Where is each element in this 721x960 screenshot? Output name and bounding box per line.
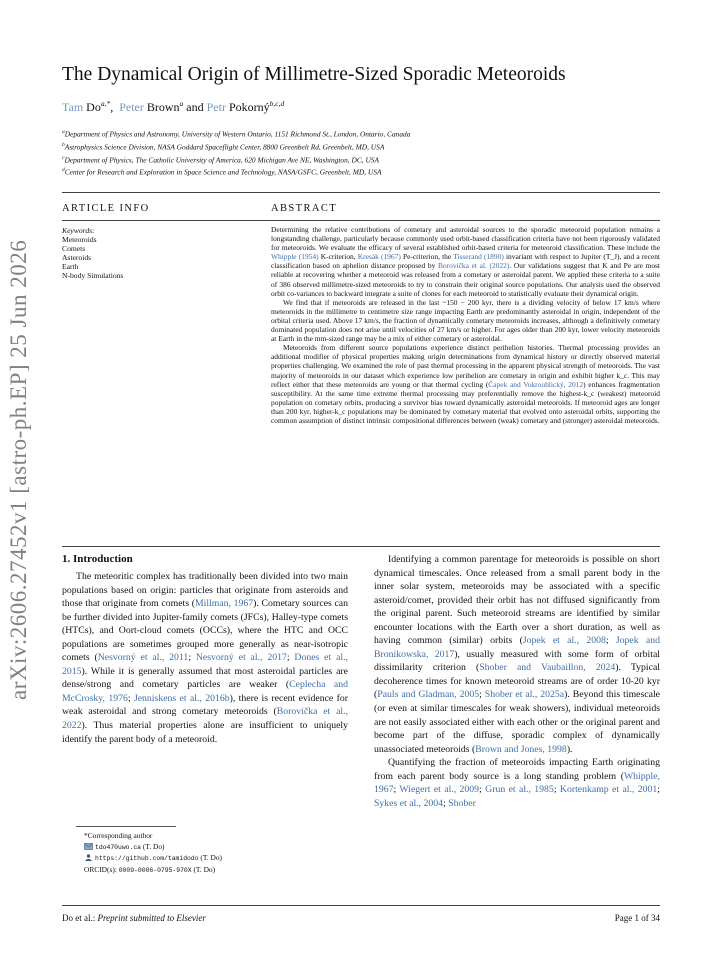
citation-link[interactable]: Kresák (1967): [357, 252, 401, 262]
page-number: Page 1 of 34: [614, 913, 660, 923]
arxiv-stamp: arXiv:2606.27452v1 [astro-ph.EP] 25 Jun 2026: [6, 239, 31, 700]
keyword-item: N-body Simulations: [62, 271, 124, 281]
citation-link[interactable]: Borovička et al. (2022): [437, 261, 510, 271]
section-heading-introduction: 1. Introduction: [62, 553, 133, 565]
body-paragraph: Quantifying the fraction of meteoroids impacting Earth originating from each parent body source is a long standing problem (Whipple, 1967; Wiegert et al., 2009; Grun et al., 1985; Kortenkamp et al., 2001; Sykes et al., 2004; Shober: [374, 757, 660, 809]
citation-link[interactable]: Whipple (1954): [271, 252, 319, 262]
citation-link[interactable]: Shober: [448, 797, 476, 809]
intro-right-column: [374, 553, 660, 810]
keywords-block: Keywords: Meteoroids Comets Asteroids Earth N-body Simulations: [62, 226, 124, 281]
intro-left-column: [62, 553, 348, 746]
abstract-paragraph: Meteoroids from different source populations experience distinct perihelion histories. Thermal processing provides an additional modifier of physical properties making origin determinations from dynamical history or directly observed material properties challenging. We examined the role of past thermal processing in the apparent physical strength of meteoroids. The vast majority of meteoroids in our dataset which experience low perihelion are cometary in origin and exhibit higher k_c. This may reflect either that these meteoroids are young or that thermal cycling (Čapek and Vokrouhlický, 2012) enhances fragmentation susceptibility. At the same time extreme thermal processing may preferentially remove the highest-k_c (weakest) meteoroid population on cometary orbits, producing a survivor bias toward dynamically asteroidal meteoroids. If meteoroid ages are longer than 200 kyr, higher-k_c populations may be dominated by cometary material that evolved onto asteroidal orbits, supporting the common assumption of distinct intrinsic compositional differences between (weak) cometary and (stronger) asteroidal meteoroids.: [271, 343, 660, 425]
footnote-divider: [76, 826, 176, 827]
keyword-item: Earth: [62, 262, 79, 272]
abstract-body: [271, 225, 660, 425]
citation-link[interactable]: Jopek et al., 2008: [522, 635, 606, 647]
section-divider: [62, 220, 660, 221]
affiliation-c: $^c$Department of Physics, The Catholic University of America, 620 Michigan Ave NE, Washington, DC, USA: [62, 154, 380, 164]
footer-citation: Do et al.: Preprint submitted to Elsevier: [62, 913, 206, 923]
url-line[interactable]: https://github.com/tamidodo (T. Do): [84, 853, 222, 865]
citation-link[interactable]: Dones et al., 2015: [62, 652, 348, 677]
author-list: Tam $Do^{a,*}$, Peter Brown$^a$ and Petr Pokorný$^{b,c,d}$: [62, 99, 285, 114]
citation-link[interactable]: Jenniskens et al., 2016b: [133, 692, 230, 704]
abstract-end-divider: [62, 546, 660, 547]
citation-link[interactable]: Kortenkamp et al., 2001: [559, 784, 658, 796]
citation-link[interactable]: Tisserand (1890): [453, 252, 504, 262]
citation-link[interactable]: Ceplecha and McCrosky, 1976: [62, 679, 349, 704]
envelope-icon: [84, 843, 93, 850]
author-0[interactable]: Tam $Do^{a,*}$: [62, 99, 111, 114]
author-2[interactable]: Petr Pokorný$^{b,c,d}$: [206, 99, 285, 114]
header-divider: [62, 192, 660, 193]
email-line[interactable]: tdo470uwo.ca (T. Do): [84, 842, 222, 854]
abstract-paragraph: We find that if meteoroids are released in the last ~150 − 200 kyr, there is a dividing velocity of below 17 km/s where meteoroids in the millimetre to centimetre size range impacting Earth are predominantly asteroidal in origin, independent of the orbital criteria used. Above 17 km/s, the fraction of dynamically cometary meteoroids increases, although a definitively cometary dominated population does not arise until velocities of 27 km/s or higher. For ages older than 200 kyr, lower velocity meteoroids at Earth in the mm-sized range may be a mix of either cometary or asteroidal.: [271, 297, 660, 344]
citation-link[interactable]: Nesvorný et al., 2011: [97, 652, 189, 664]
citation-link[interactable]: Grun et al., 1985: [485, 784, 554, 796]
keyword-item: Comets: [62, 244, 86, 254]
paper-title: The Dynamical Origin of Millimetre-Sized Sporadic Meteoroids: [62, 64, 566, 85]
body-paragraph: The meteoritic complex has traditionally been divided into two main populations based on origin: particles that originate from asteroids and those that originate from comets (Millman, 1967). Cometary sources can be further divided into Jupiter-family comets (JFCs), Halley-type comets (HTCs), and Oort-cloud comets (OCCs), where the HTC and OCC populations are sometimes grouped more generally as near-isotropic comets (Nesvorný et al., 2011; Nesvorný et al., 2017; Dones et al., 2015). While it is generally assumed that most asteroidal particles are dense/strong and cometary particles are weaker (Ceplecha and McCrosky, 1976; Jenniskens et al., 2016b), there is recent evidence for weak asteroidal and strong cometary meteoroids (Borovička et al., 2022). Thus material properties alone are insufficient to uniquely identify the parent body of a meteoroid.: [62, 571, 349, 745]
citation-link[interactable]: Borovička et al., 2022: [62, 706, 349, 732]
author-1[interactable]: Peter Brown$^a$: [119, 99, 184, 114]
citation-link[interactable]: Brown and Jones, 1998: [475, 743, 567, 755]
abstract-heading: ABSTRACT: [271, 203, 338, 214]
citation-link[interactable]: Čapek and Vokrouhlický, 2012: [488, 379, 584, 389]
citation-link[interactable]: Sykes et al., 2004: [374, 797, 444, 809]
article-info-heading: ARTICLE INFO: [62, 203, 150, 214]
footer-divider: [62, 905, 660, 906]
keyword-item: Asteroids: [62, 253, 92, 263]
orcid-line: ORCID(s): 0009-0006-0795-970X (T. Do): [84, 864, 216, 874]
person-icon: [84, 854, 93, 861]
citation-link[interactable]: Jopek and Bronikowska, 2017: [374, 635, 660, 660]
citation-link[interactable]: Wiegert et al., 2009: [399, 784, 480, 796]
citation-link[interactable]: Nesvorný et al., 2017: [195, 652, 287, 664]
corresponding-author-footnote: *Corresponding author tdo470uwo.ca (T. Do) https://github.com/tamidodo (T. Do) ORCID(s): 0009-0006-0795-970X (T. Do): [84, 831, 222, 876]
citation-link[interactable]: Shober et al., 2025a: [484, 689, 565, 701]
affiliation-a: $^a$Department of Physics and Astronomy, University of Western Ontario, 1151 Richmond St., London, Ontario, Canada: [62, 129, 411, 139]
body-paragraph: Identifying a common parentage for meteoroids is possible on short dynamical timescales. Once released from a small parent body in the inner solar system, meteoroids may be associated with a specific asteroid/comet, provided their orbit has not diffused significantly from the original parent. Such meteoroid streams are identified by similar encounter locations with the Earth over a short duration, as well as having common (similar) orbits (Jopek et al., 2008; Jopek and Bronikowska, 2017), usually measured with some form of orbital dissimilarity criterion (Shober and Vaubaillon, 2024). Typical decoherence times for known meteoroid streams are of order 10-20 kyr (Pauls and Gladman, 2005; Shober et al., 2025a). Beyond this timescale (or even at similar timescales for weak showers), individual meteoroids are not easily associated either with each other or the original parent and become part of the diffuse, sporadic complex of dynamically unassociated meteoroids (Brown and Jones, 1998).: [374, 554, 661, 755]
abstract-paragraph: Determining the relative contributions of cometary and asteroidal sources to the sporadic meteoroid population remains a longstanding challenge, particularly because commonly used orbit-based classification criteria have not been rigorously validated for meteoroids. We evaluate the efficacy of several established orbit-based criteria for meteoroid classification. These include the Whipple (1954) K-criterion, Kresák (1967) Pe-criterion, the Tisserand (1890) invariant with respect to Jupiter (T_J), and a recent classification based on aphelion distance proposed by Borovička et al. (2022). Our validations suggest that K and Pe are most reliable at recovering whether a meteoroid was released from a cometary or asteroidal parent. We applied these criteria to a suite of 386 observed millimetre-sized meteoroids to try to constrain their original source populations. Our analysis used the observed orbit co-variances to backward integrate a suite of clones for each meteoroid to statistically evaluate their dynamical origin.: [271, 225, 660, 298]
affiliation-d: $^d$Center for Research and Exploration in Space Science and Technology, NASA/GSFC, Greenbelt, MD, USA: [62, 167, 382, 177]
citation-link[interactable]: Millman, 1967: [194, 598, 254, 610]
affiliation-b: $^b$Astrophysics Science Division, NASA Goddard Spaceflight Center, 8800 Greenbelt Rd, Greenbelt, MD, USA: [62, 141, 385, 152]
citation-link[interactable]: Shober and Vaubaillon, 2024: [479, 662, 616, 674]
citation-link[interactable]: Whipple, 1967: [374, 770, 660, 796]
citation-link[interactable]: Pauls and Gladman, 2005: [377, 689, 480, 701]
keyword-item: Meteoroids: [62, 235, 97, 245]
affiliations: [62, 127, 410, 178]
